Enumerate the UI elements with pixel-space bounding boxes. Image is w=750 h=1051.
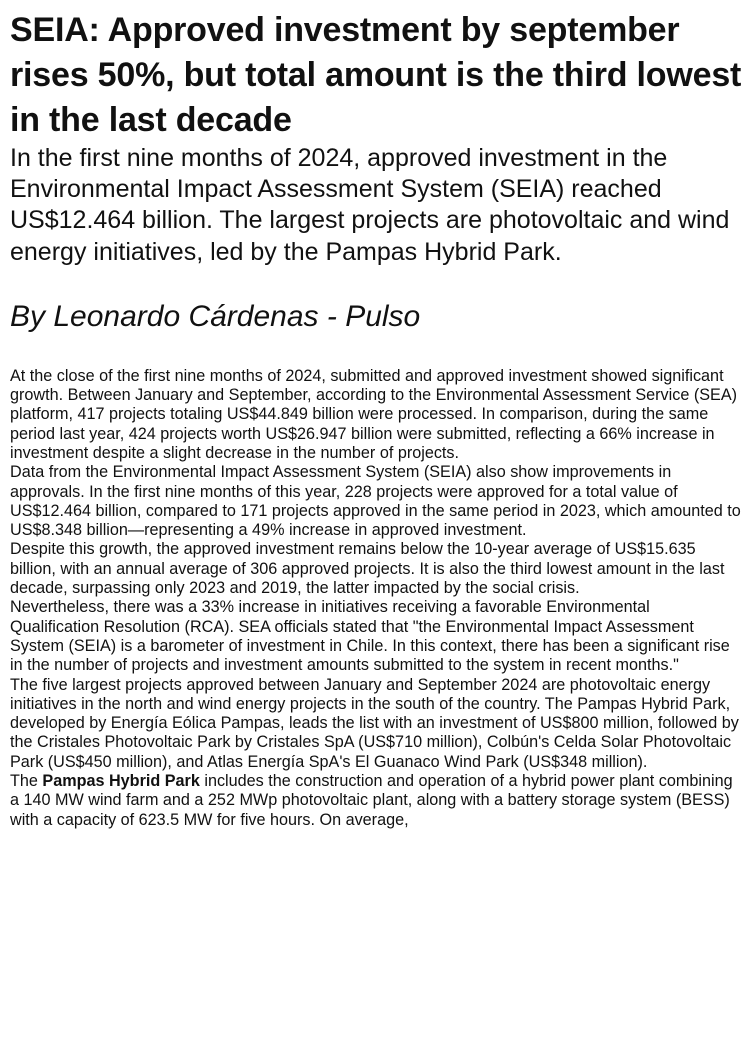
project-name-emphasis: Pampas Hybrid Park [42, 772, 200, 791]
article-body [10, 367, 742, 830]
body-paragraph: Data from the Environmental Impact Assessment System (SEIA) also show improvements in approvals. In the first nine months of this year, 228 projects were approved for a total value of US$12.464 billion, compared to 171 projects approved in the same period in 2023, which amounted to US$8.348 billion—representing a 49% increase in approved investment. [10, 463, 741, 540]
body-paragraph-last [10, 772, 742, 830]
article-dek: In the first nine months of 2024, approved investment in the Environmental Impact Assessment System (SEIA) reached US$12.464 billion. The largest projects are photovoltaic and wind energy initiatives, led by the Pampas Hybrid Park. [10, 144, 730, 266]
last-paragraph-intro: The [10, 772, 43, 791]
body-paragraph: Despite this growth, the approved investment remains below the 10-year average of US$15.635 billion, with an annual average of 306 approved projects. It is also the third lowest amount in the last decade, surpassing only 2023 and 2019, the latter impacted by the social crisis. [10, 540, 725, 598]
article-byline: By Leonardo Cárdenas - Pulso [10, 299, 421, 333]
body-paragraph: Nevertheless, there was a 33% increase in initiatives receiving a favorable Environmental Qualification Resolution (RCA). SEA officials stated that "the Environmental Impact Assessment System (SEIA) is a barometer of investment in Chile. In this context, there has been a significant rise in the number of projects and investment amounts submitted to the system in recent months." [10, 598, 730, 675]
last-paragraph-text: includes the construction and operation of a hybrid power plant combining a 140 MW wind farm and a 252 MWp photovoltaic plant, along with a battery storage system (BESS) with a capacity of 623.5 MW for five hours. On average, [10, 772, 733, 829]
body-paragraph: At the close of the first nine months of 2024, submitted and approved investment showed significant growth. Between January and September, according to the Environmental Assessment Service (SEA) platform, 417 projects totaling US$44.849 billion were processed. In comparison, during the same period last year, 424 projects worth US$26.947 billion were submitted, reflecting a 66% increase in investment despite a slight decrease in the number of projects. [10, 366, 738, 462]
article-headline: SEIA: Approved investment by september rises 50%, but total amount is the third lowest in the last decade [10, 11, 742, 139]
article [10, 8, 742, 830]
body-paragraph: The five largest projects approved between January and September 2024 are photovoltaic energy initiatives in the north and wind energy projects in the south of the country. The Pampas Hybrid Park, developed by Energía Eólica Pampas, leads the list with an investment of US$800 million, followed by the Cristales Photovoltaic Park by Cristales SpA (US$710 million), Colbún's Celda Solar Photovoltaic Park (US$450 million), and Atlas Energía SpA's El Guanaco Wind Park (US$348 million). [10, 675, 739, 771]
